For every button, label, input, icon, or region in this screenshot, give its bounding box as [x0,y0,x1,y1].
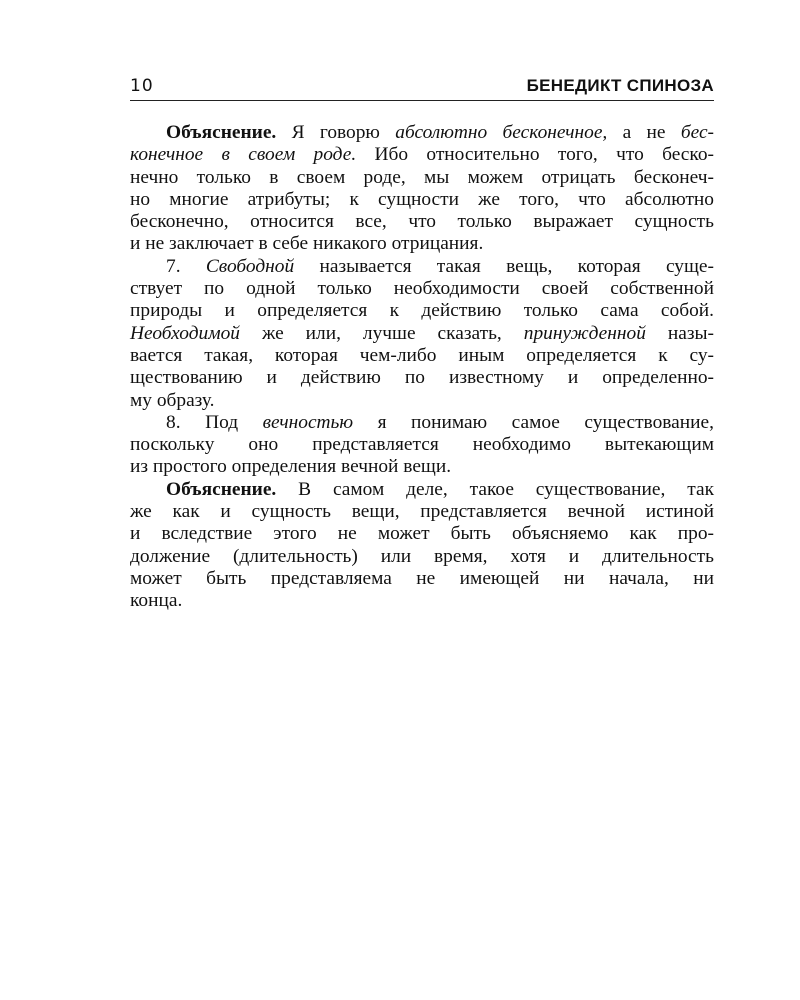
text-line: должение (длительность) или время, хотя и длительность [130,545,714,567]
emphasis-text: абсолютно бесконечное, [395,122,608,143]
text-run: а не [607,122,681,143]
emphasis-text: вечностью [262,411,354,433]
running-header [130,74,714,101]
text-line: но многие атрибуты; к сущности же того, что абсолютно [130,188,714,210]
text-line: же как и сущность вещи, представляется вечной истиной [130,501,714,523]
text-line: и не заключает в себе никакого отрицания. [130,233,484,255]
text-line: может быть представляема не имеющей ни начала, ни [130,567,714,589]
explanation-label: Объяснение. [166,478,277,500]
emphasis-text: принужденной [523,322,646,344]
text-run: Ибо относительно того, что беско- [356,144,714,166]
page-body [130,122,714,613]
text-line [130,412,714,434]
text-line [130,479,714,501]
paragraph-definition-7 [130,256,714,412]
text-line [130,323,714,345]
text-run: называется такая вещь, которая суще- [294,255,714,277]
text-run: назы- [645,322,714,344]
text-line: из простого определения вечной вещи. [130,456,452,478]
emphasis-text: бес- [680,122,715,143]
paragraph-definition-8 [130,412,714,479]
text-line: ществованию и действию по известному и определенно- [130,367,714,389]
emphasis-text: Свободной [205,255,295,277]
explanation-label: Объяснение. [166,122,277,143]
text-line: природы и определяется к действию только сама собой. [130,300,714,322]
text-run: 7. [166,255,206,277]
page-number: 10 [130,76,154,96]
text-run: 8. Под [166,411,263,433]
text-run: я понимаю самое существование, [353,411,714,433]
text-run: В самом деле, такое существование, так [276,478,714,500]
text-line [130,122,714,144]
text-line: ствует по одной только необходимости своей собственной [130,278,714,300]
text-line: поскольку оно представляется необходимо вытекающим [130,434,714,456]
paragraph-explanation-1 [130,122,714,256]
emphasis-text: конечное в своем роде. [130,144,357,166]
paragraph-explanation-2 [130,479,714,613]
running-title: БЕНЕДИКТ СПИНОЗА [526,76,714,95]
text-line [130,256,714,278]
text-run: Я говорю [276,122,396,143]
text-line: вается такая, которая чем-либо иным определяется к су- [130,344,714,366]
text-line: и вследствие этого не может быть объясняемо как про- [130,523,714,545]
emphasis-text: Необходимой [130,322,240,344]
text-line: бесконечно, относится все, что только выражает сущность [130,211,714,233]
text-line [130,144,714,166]
text-line: нечно только в своем роде, мы можем отрицать бесконеч- [130,166,714,188]
text-line: конца. [130,590,183,612]
text-run: же или, лучше сказать, [240,322,524,344]
text-line: му образу. [130,389,215,411]
